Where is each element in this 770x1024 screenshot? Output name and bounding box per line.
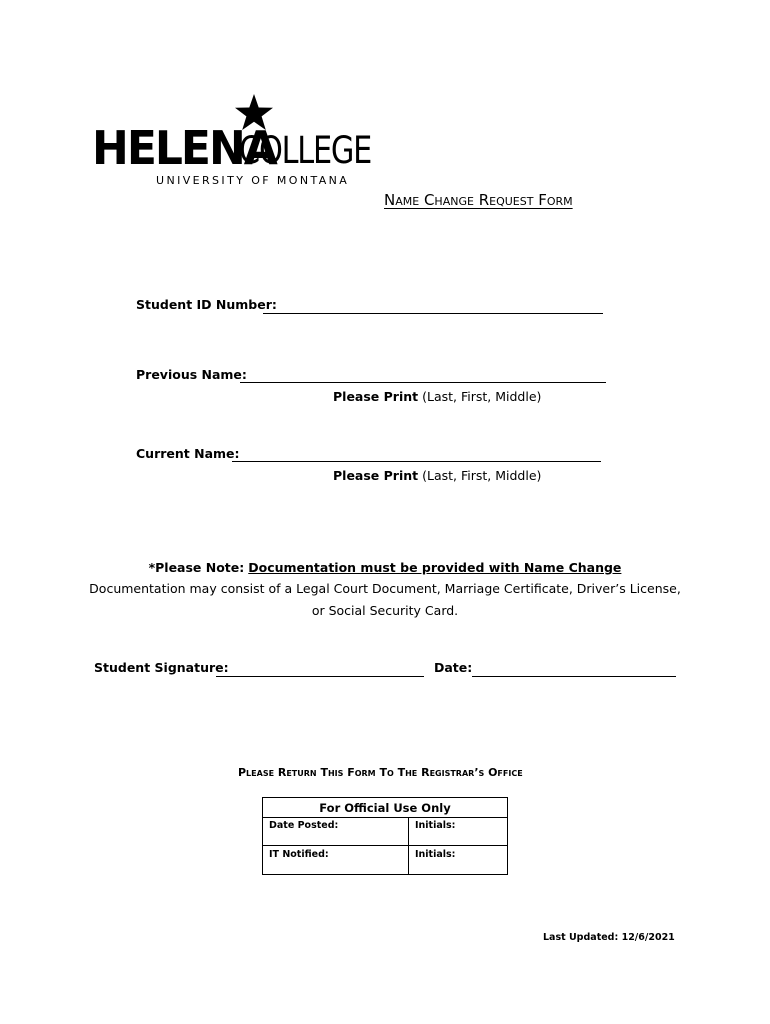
logo-name-bold: HELENA [92, 121, 276, 176]
official-use-title: For Official Use Only [319, 801, 451, 815]
note-line-3: or Social Security Card. [311, 603, 459, 618]
previous-name-line[interactable] [240, 382, 606, 383]
note-line-1: *Please Note: Documentation must be provided with Name Change [148, 560, 622, 575]
table-divider [408, 817, 409, 874]
table-cell-it-notified: IT Notified: [269, 849, 329, 860]
date-label: Date: [434, 660, 473, 675]
logo-subtitle: UNIVERSITY OF MONTANA [156, 174, 350, 187]
current-name-label: Current Name: [136, 446, 240, 461]
previous-name-hint: Please Print (Last, First, Middle) [333, 389, 542, 404]
current-name-line[interactable] [232, 461, 601, 462]
table-cell-initials: Initials: [415, 849, 456, 860]
signature-label: Student Signature: [94, 660, 229, 675]
note-line-2: Documentation may consist of a Legal Court Document, Marriage Certificate, Driver’s License, [89, 581, 681, 596]
last-updated: Last Updated: 12/6/2021 [543, 932, 675, 943]
signature-line[interactable] [216, 676, 424, 677]
table-cell-initials: Initials: [415, 820, 456, 831]
current-name-hint: Please Print (Last, First, Middle) [333, 468, 542, 483]
date-line[interactable] [472, 676, 676, 677]
student-id-label: Student ID Number: [136, 297, 277, 312]
student-id-line[interactable] [263, 313, 603, 314]
previous-name-label: Previous Name: [136, 367, 247, 382]
logo-name-regular: COLLEGE [239, 129, 372, 172]
table-cell-date-posted: Date Posted: [269, 820, 339, 831]
table-divider [263, 845, 507, 846]
form-title: Name Change Request Form [384, 191, 573, 209]
official-use-table [262, 797, 508, 875]
table-divider [263, 817, 507, 818]
return-instructions: Please Return This Form To The Registrar’s Office [238, 766, 523, 779]
